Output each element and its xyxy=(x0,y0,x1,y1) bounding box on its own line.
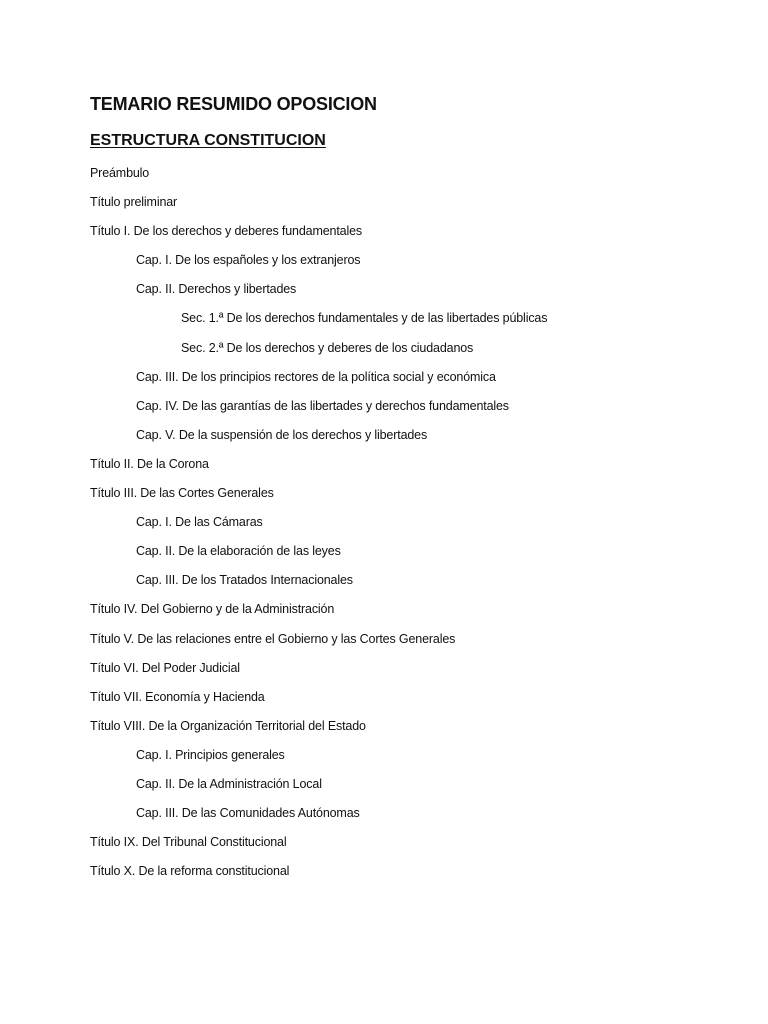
toc-entry: Cap. I. De los españoles y los extranjeros xyxy=(136,253,361,268)
toc-entry: Título preliminar xyxy=(90,195,178,210)
toc-entry: Sec. 1.ª De los derechos fundamentales y de las libertades públicas xyxy=(181,311,548,326)
document-subtitle: ESTRUCTURA CONSTITUCION xyxy=(90,132,326,149)
toc-entry: Título V. De las relaciones entre el Gobierno y las Cortes Generales xyxy=(90,631,456,646)
document-title: TEMARIO RESUMIDO OPOSICION xyxy=(90,94,377,114)
toc-entry: Título VII. Economía y Hacienda xyxy=(90,689,265,704)
toc-entry: Cap. II. De la Administración Local xyxy=(136,776,322,791)
toc-entry: Sec. 2.ª De los derechos y deberes de los ciudadanos xyxy=(181,340,474,355)
toc-entry: Título III. De las Cortes Generales xyxy=(90,486,274,501)
toc-entry: Título X. De la reforma constitucional xyxy=(90,864,290,879)
toc-entry: Título IV. Del Gobierno y de la Administración xyxy=(90,602,335,617)
table-of-contents xyxy=(0,164,768,891)
toc-entry: Título VI. Del Poder Judicial xyxy=(90,660,240,675)
toc-entry: Título II. De la Corona xyxy=(90,456,209,471)
toc-entry: Cap. III. De los Tratados Internacionales xyxy=(136,573,353,588)
toc-entry: Cap. I. De las Cámaras xyxy=(136,515,263,530)
toc-entry: Cap. IV. De las garantías de las libertades y derechos fundamentales xyxy=(136,398,509,413)
toc-entry: Título VIII. De la Organización Territorial del Estado xyxy=(90,718,366,733)
toc-entry: Título I. De los derechos y deberes fundamentales xyxy=(90,224,362,239)
toc-entry: Cap. II. De la elaboración de las leyes xyxy=(136,544,341,559)
toc-entry: Título IX. Del Tribunal Constitucional xyxy=(90,835,287,850)
toc-entry: Cap. II. Derechos y libertades xyxy=(136,282,297,297)
toc-entry: Cap. III. De las Comunidades Autónomas xyxy=(136,806,360,821)
toc-entry: Cap. I. Principios generales xyxy=(136,747,285,762)
toc-entry: Cap. V. De la suspensión de los derechos y libertades xyxy=(136,427,428,442)
toc-entry: Cap. III. De los principios rectores de la política social y económica xyxy=(136,369,496,384)
toc-entry: Preámbulo xyxy=(90,166,150,180)
